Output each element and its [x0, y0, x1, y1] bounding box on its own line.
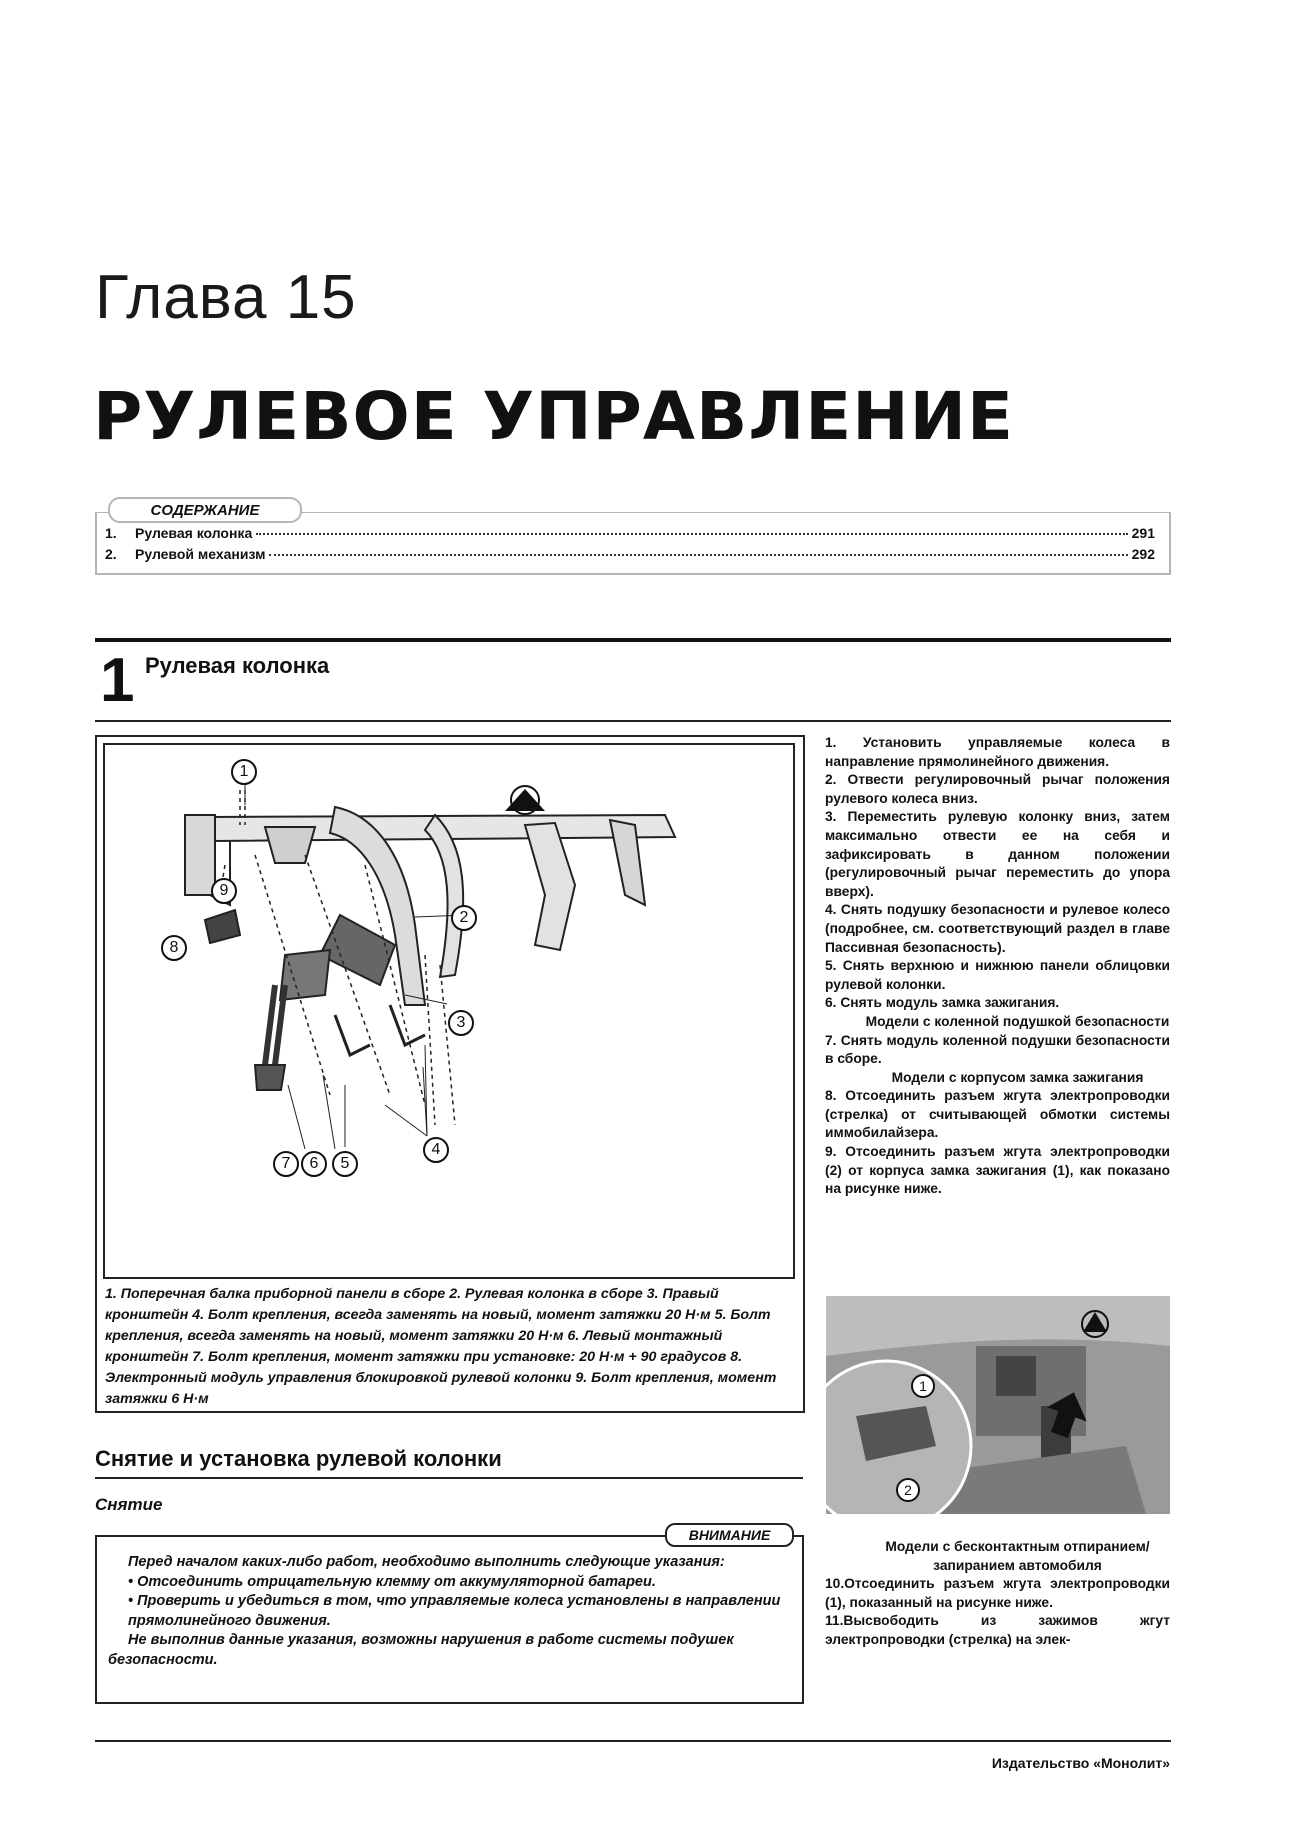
step: 5. Снять верхнюю и нижнюю панели облицовки рулевой колонки.: [825, 958, 1170, 992]
toc-item-num: 2.: [105, 546, 117, 562]
caption-part: 8. Электронный модуль управления блокировкой рулевой колонки: [105, 1349, 743, 1386]
caption-part: 9. Болт крепления, момент затяжки 6 Н·м: [105, 1370, 777, 1407]
callout-2: 2: [451, 905, 477, 931]
warning-label: ВНИМАНИЕ: [665, 1523, 794, 1547]
caption-part: 5. Болт крепления, всегда заменять на новый, момент затяжки 20 Н·м: [105, 1307, 771, 1344]
figure-illustration: [103, 743, 795, 1279]
callout-1: 1: [231, 759, 257, 785]
caption-part: 1. Поперечная балка приборной панели в сборе: [105, 1286, 450, 1302]
caption-part: 3. Правый кронштейн: [105, 1286, 719, 1323]
section-underline: [95, 720, 1171, 722]
step: 10.Отсоединить разъем жгута электропроводки (1), показанный на рисунке ниже.: [825, 1576, 1170, 1610]
caption-part: 4. Болт крепления, всегда заменять на новый, момент затяжки 20 Н·м: [192, 1307, 715, 1323]
subsection-heading: Снятие и установка рулевой колонки: [95, 1446, 502, 1471]
callout-5: 5: [332, 1151, 358, 1177]
step: 7. Снять модуль коленной подушки безопасности в сборе.: [825, 1032, 1170, 1067]
ignition-lock-photo: [826, 1296, 1170, 1514]
photo-callout-1: 1: [911, 1374, 935, 1398]
steps-column: [825, 734, 1170, 1199]
step: 2. Отвести регулировочный рычаг положения рулевого колеса вниз.: [825, 772, 1170, 806]
publisher-footer: Издательство «Монолит»: [991, 1755, 1170, 1771]
callout-8: 8: [161, 935, 187, 961]
step: 3. Переместить рулевую колонку вниз, затем максимально отвести ее на себя и зафиксировать в данном положении (регулировочный рычаг переместить до упора вверх).: [825, 809, 1170, 899]
photo-illustration: [826, 1296, 1170, 1514]
callout-7: 7: [273, 1151, 299, 1177]
steering-column-diagram: [105, 745, 793, 1277]
step-subheading: Модели с коленной подушкой безопасности: [865, 1013, 1170, 1029]
section-title: Рулевая колонка: [145, 653, 330, 678]
step: 9. Отсоединить разъем жгута электропроводки (2) от корпуса замка зажигания (1), как показано на рисунке ниже.: [825, 1144, 1170, 1197]
warning-bullet: • Проверить и убедиться в том, что управляемые колеса установлены в направлении прямолинейного движения.: [128, 1593, 781, 1629]
toc-item-page: 291: [1131, 525, 1155, 541]
warning-bullet: • Отсоединить отрицательную клемму от аккумуляторной батареи.: [128, 1573, 656, 1590]
steps-column-continued: [825, 1538, 1170, 1650]
step: 11.Высвободить из зажимов жгут электропроводки (стрелка) на элек-: [825, 1613, 1170, 1647]
warning-intro: Перед началом каких-либо работ, необходимо выполнить следующие указания:: [128, 1554, 725, 1570]
callout-4: 4: [423, 1137, 449, 1163]
warning-text: [108, 1553, 788, 1670]
section-rule: [95, 638, 1171, 642]
subsection-underline: [95, 1477, 803, 1479]
toc-item-text: Рулевой механизм: [135, 546, 266, 562]
step-subheading: Модели с бесконтактным отпиранием/запиранием автомобиля: [885, 1539, 1150, 1573]
step: 1. Установить управляемые колеса в направление прямолинейного движения.: [825, 735, 1170, 769]
warning-outro: Не выполнив данные указания, возможны нарушения в работе системы подушек безопасности.: [108, 1632, 734, 1668]
caption-part: 7. Болт крепления, момент затяжки при установке: 20 Н·м + 90 градусов: [192, 1349, 731, 1365]
caption-part: 6. Левый монтажный кронштейн: [105, 1328, 723, 1365]
step: 8. Отсоединить разъем жгута электропроводки (стрелка) от считывающей обмотки системы иммобилайзера.: [825, 1088, 1170, 1141]
toc-leader: [269, 554, 1127, 556]
figure-caption: [105, 1284, 795, 1410]
callout-6: 6: [301, 1151, 327, 1177]
step-subheading: Модели с корпусом замка зажигания: [891, 1069, 1144, 1085]
photo-callout-2: 2: [896, 1478, 920, 1502]
removal-heading: Снятие: [95, 1495, 163, 1514]
toc-leader: [256, 533, 1127, 535]
section-number: 1: [100, 646, 135, 715]
caption-part: 2. Рулевая колонка в сборе: [449, 1286, 647, 1302]
toc-item[interactable]: [105, 525, 1155, 541]
chapter-label: Глава 15: [95, 263, 357, 332]
toc-item-page: 292: [1131, 546, 1155, 562]
callout-3: 3: [448, 1010, 474, 1036]
page-title: РУЛЕВОЕ УПРАВЛЕНИЕ: [93, 378, 1015, 455]
toc-label: СОДЕРЖАНИЕ: [108, 497, 302, 523]
footer-rule: [95, 1740, 1171, 1742]
callout-9: 9: [211, 878, 237, 904]
step: 4. Снять подушку безопасности и рулевое колесо (подробнее, см. соответствующий раздел в главе Пассивная безопасность).: [825, 902, 1170, 955]
step: 6. Снять модуль замка зажигания.: [825, 995, 1060, 1011]
toc-item-num: 1.: [105, 525, 117, 541]
toc-item-text: Рулевая колонка: [135, 525, 253, 541]
toc-item[interactable]: [105, 546, 1155, 562]
